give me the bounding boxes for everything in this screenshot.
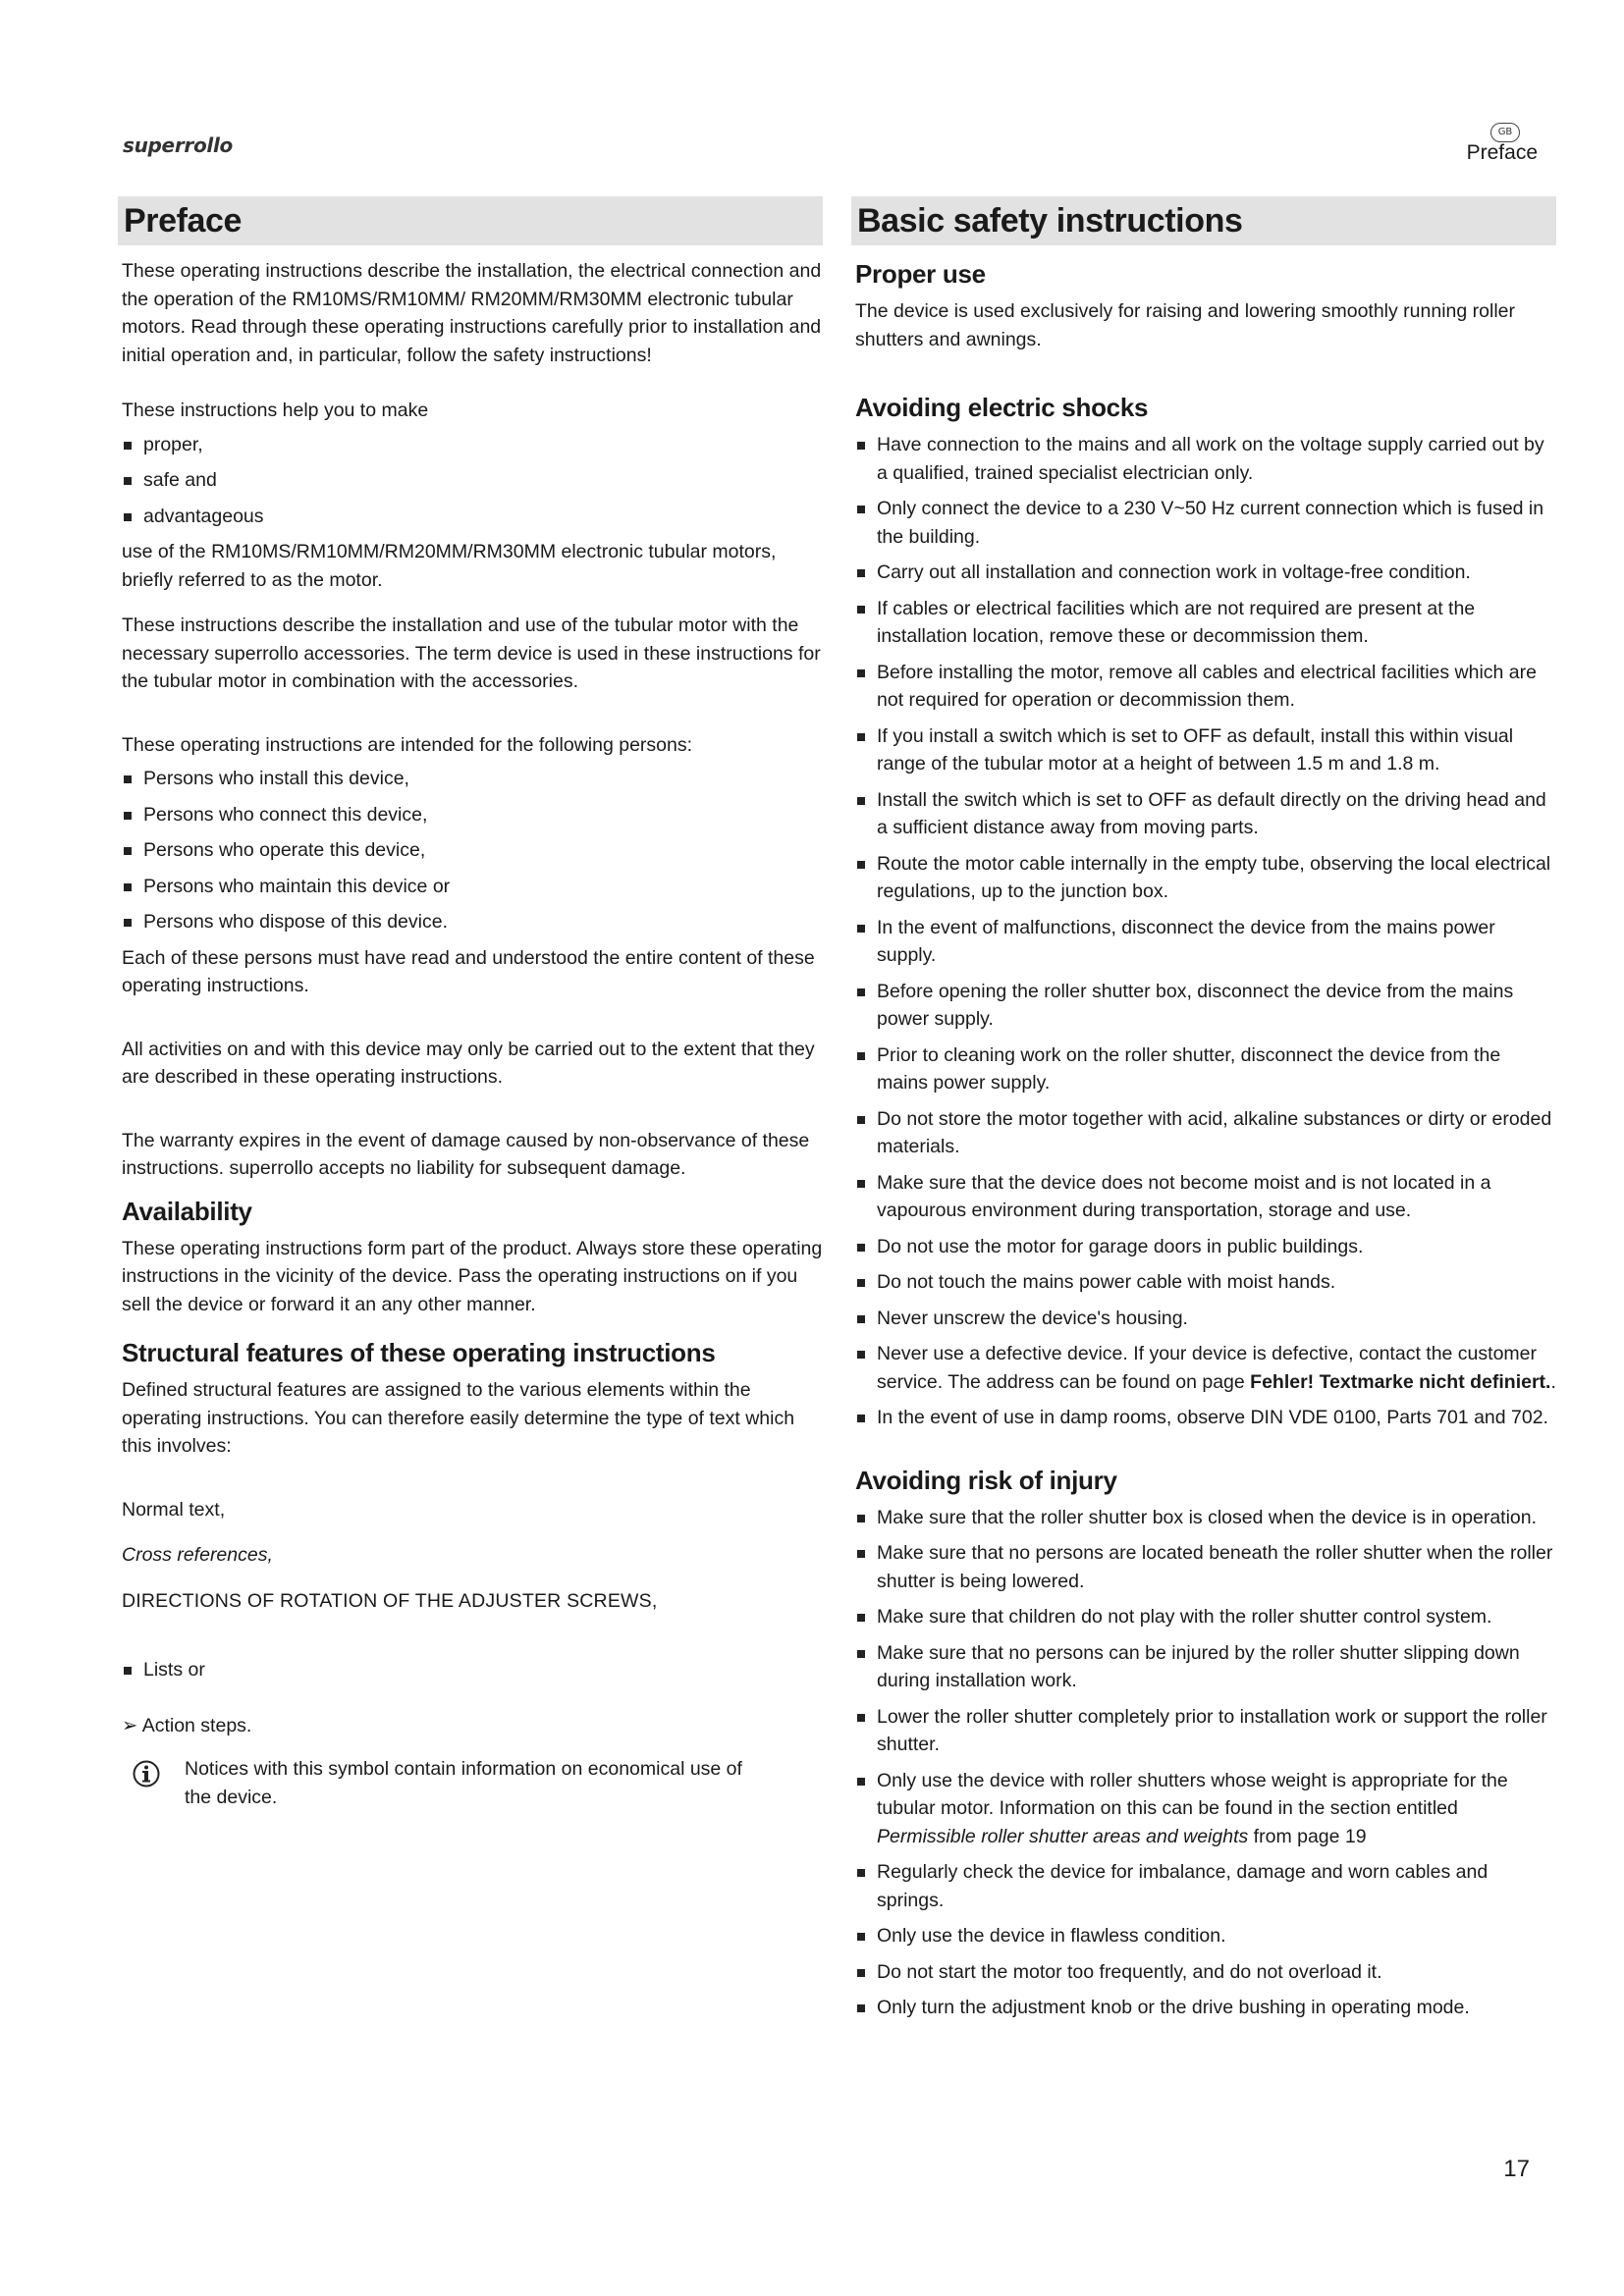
- preface-title: Preface: [118, 196, 823, 245]
- cross-references-example: Cross references,: [122, 1544, 273, 1566]
- persons-list: [118, 765, 823, 936]
- list-item: Only use the device in flawless condition.: [855, 1922, 1556, 1950]
- list-item: In the event of use in damp rooms, observe DIN VDE 0100, Parts 701 and 702.: [855, 1404, 1556, 1432]
- list-item: Install the switch which is set to OFF as default directly on the driving head and a sufficient distance away from moving parts.: [855, 786, 1556, 842]
- directions-example: DIRECTIONS OF ROTATION OF THE ADJUSTER SCREWS,: [122, 1589, 658, 1612]
- right-column: [851, 196, 1556, 2030]
- list-item: Persons who dispose of this device.: [122, 908, 823, 936]
- list-item: [855, 1340, 1556, 1396]
- list-item: Never unscrew the device's housing.: [855, 1305, 1556, 1333]
- safety-title: Basic safety instructions: [851, 196, 1556, 245]
- list-item: safe and: [122, 466, 823, 495]
- list-item: [855, 1767, 1556, 1851]
- list-item: Persons who connect this device,: [122, 801, 823, 829]
- list-item: Do not start the motor too frequently, and do not overload it.: [855, 1958, 1556, 1987]
- structural-text: Defined structural features are assigned to the various elements within the operating instructions. You can therefore easily determine the type of text which this involves:: [122, 1379, 795, 1457]
- list-item: Persons who operate this device,: [122, 836, 823, 865]
- arrow-icon: ➢: [122, 1714, 142, 1736]
- list-item: Persons who install this device,: [122, 765, 823, 793]
- weight-page: from page 19: [1248, 1825, 1367, 1847]
- action-steps-example: [122, 1712, 823, 1740]
- list-item: Do not use the motor for garage doors in public buildings.: [855, 1233, 1556, 1261]
- notice-block: [132, 1755, 823, 1811]
- list-item: Only turn the adjustment knob or the drive bushing in operating mode.: [855, 1994, 1556, 2022]
- info-icon: [132, 1759, 161, 1789]
- list-item: Do not store the motor together with acid, alkaline substances or dirty or eroded materials.: [855, 1105, 1556, 1161]
- availability-text: These operating instructions form part of the product. Always store these operating instructions in the vicinity of the device. Pass the operating instructions on if you sell the device or forward it an any other manner.: [122, 1237, 823, 1315]
- superrollo-logo: [123, 133, 233, 157]
- list-item: Make sure that the roller shutter box is closed when the device is in operation.: [855, 1504, 1556, 1532]
- list-item: Persons who maintain this device or: [122, 873, 823, 901]
- list-item: proper,: [122, 431, 823, 459]
- list-item: Make sure that children do not play with the roller shutter control system.: [855, 1603, 1556, 1631]
- proper-use-text: The device is used exclusively for raising and lowering smoothly running roller shutters and awnings.: [855, 300, 1515, 350]
- warranty-text: The warranty expires in the event of damage caused by non-observance of these instructions. superrollo accepts no liability for subsequent damage.: [122, 1129, 810, 1179]
- list-item: If cables or electrical facilities which are not required are present at the installation location, remove these or decommission them.: [855, 595, 1556, 651]
- list-item: Lists or: [122, 1656, 823, 1684]
- page-number: 17: [1503, 2156, 1530, 2182]
- notice-text: Notices with this symbol contain information on economical use of the device.: [185, 1758, 742, 1808]
- action-steps-label: Action steps.: [141, 1714, 252, 1736]
- list-item: Route the motor cable internally in the empty tube, observing the local electrical regulations, up to the junction box.: [855, 850, 1556, 906]
- list-item: Have connection to the mains and all work on the voltage supply carried out by a qualified, trained specialist electrician only.: [855, 431, 1556, 487]
- structural-heading: Structural features of these operating instructions: [122, 1338, 716, 1367]
- list-item: advantageous: [122, 503, 823, 531]
- weight-text: Only use the device with roller shutters whose weight is appropriate for the tubular motor. Information on this can be found in the section entitled: [877, 1769, 1508, 1819]
- list-item: If you install a switch which is set to OFF as default, install this within visual range of the tubular motor at a height of between 1.5 m and 1.8 m.: [855, 722, 1556, 778]
- list-item: Before opening the roller shutter box, disconnect the device from the mains power supply.: [855, 978, 1556, 1034]
- normal-text-example: Normal text,: [122, 1498, 226, 1521]
- list-item: In the event of malfunctions, disconnect the device from the mains power supply.: [855, 914, 1556, 970]
- running-header: Preface: [1466, 141, 1538, 164]
- injury-heading: Avoiding risk of injury: [855, 1465, 1117, 1495]
- list-item: Only connect the device to a 230 V~50 Hz current connection which is fused in the building.: [855, 495, 1556, 551]
- list-item: Do not touch the mains power cable with moist hands.: [855, 1268, 1556, 1297]
- list-item: Make sure that the device does not become moist and is not located in a vapourous environment during transportation, storage and use.: [855, 1169, 1556, 1225]
- language-badge: GB: [1490, 123, 1520, 142]
- cross-reference-error: Fehler! Textmarke nicht definiert.: [1250, 1370, 1551, 1393]
- shocks-heading: Avoiding electric shocks: [855, 393, 1149, 422]
- preface-intro: These operating instructions describe the installation, the electrical connection and the operation of the RM10MS/RM10MM/ RM20MM/RM30MM electronic tubular motors. Read through these operating instructions carefully prior to installation and initial operation and, in particular, follow the safety instructions!: [122, 260, 822, 366]
- lists-example: [118, 1656, 823, 1684]
- injury-list: [851, 1504, 1556, 2022]
- help-list: [118, 431, 823, 531]
- list-item: Make sure that no persons can be injured by the roller shutter slipping down during installation work.: [855, 1639, 1556, 1695]
- list-item: Prior to cleaning work on the roller shutter, disconnect the device from the mains power supply.: [855, 1041, 1556, 1097]
- defective-end: .: [1550, 1370, 1556, 1393]
- defective-text: Never use a defective device. If your device is defective, contact the customer service. The address can be found on page: [877, 1343, 1537, 1393]
- persons-intro: These operating instructions are intended for the following persons:: [122, 733, 693, 756]
- list-item: Lower the roller shutter completely prior to installation work or support the roller shutter.: [855, 1703, 1556, 1759]
- weight-cross-reference: Permissible roller shutter areas and weights: [877, 1825, 1249, 1847]
- logo-text: superrollo: [123, 133, 233, 157]
- left-column: [118, 196, 823, 1811]
- proper-use-heading: Proper use: [855, 259, 986, 289]
- help-intro: These instructions help you to make: [122, 400, 429, 421]
- availability-heading: Availability: [122, 1196, 252, 1226]
- use-of-text: use of the RM10MS/RM10MM/RM20MM/RM30MM electronic tubular motors, briefly referred to as the motor.: [122, 541, 777, 591]
- each-person-text: Each of these persons must have read and understood the entire content of these operating instructions.: [122, 946, 815, 996]
- activities-text: All activities on and with this device may only be carried out to the extent that they are described in these operating instructions.: [122, 1038, 815, 1088]
- list-item: Make sure that no persons are located beneath the roller shutter when the roller shutter is being lowered.: [855, 1539, 1556, 1595]
- describe-text: These instructions describe the installation and use of the tubular motor with the necessary superrollo accessories. The term device is used in these instructions for the tubular motor in combination with the accessories.: [122, 614, 821, 692]
- list-item: Before installing the motor, remove all cables and electrical facilities which are not required for operation or decommission them.: [855, 659, 1556, 715]
- list-item: Regularly check the device for imbalance, damage and worn cables and springs.: [855, 1858, 1556, 1914]
- list-item: Carry out all installation and connection work in voltage-free condition.: [855, 559, 1556, 587]
- shocks-list: [851, 431, 1556, 1432]
